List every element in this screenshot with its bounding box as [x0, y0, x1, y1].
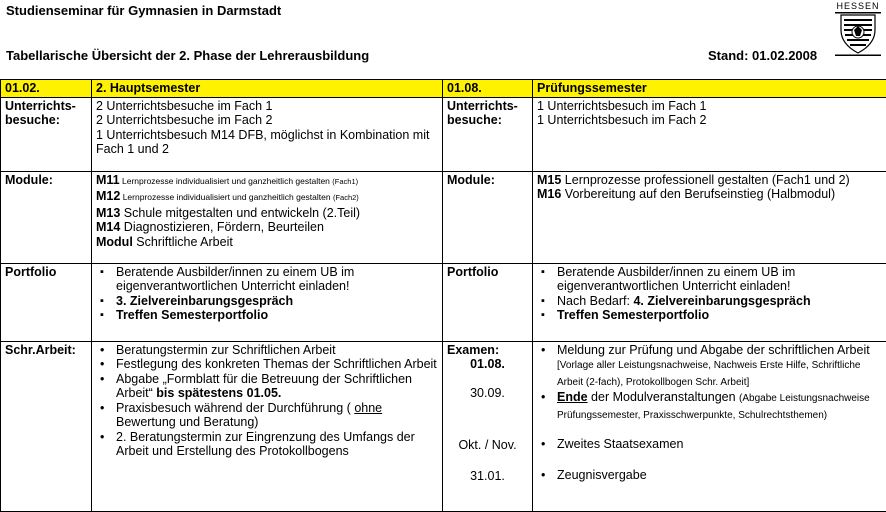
module-item: M14 Diagnostizieren, Fördern, Beurteilen: [96, 220, 438, 235]
exam-label: Examen:: [447, 343, 528, 358]
list-item: ▪ Beratende Ausbilder/innen zu einem UB im eigenverantwortlichen Unterricht einladen!: [557, 265, 882, 294]
header-left-date: 01.02.: [1, 80, 92, 98]
right-cell: [533, 97, 886, 171]
exam-dates-cell: [443, 341, 533, 511]
left-cell: [92, 341, 443, 511]
list-item: 1 Unterrichtsbesuch im Fach 1: [537, 99, 882, 114]
list-item: ▪ Treffen Semesterportfolio: [557, 308, 882, 323]
left-cell: [92, 263, 443, 341]
right-cell: [533, 171, 886, 263]
list-item: ▪ Beratende Ausbilder/innen zu einem UB im eigenverantwortlichen Unterricht einladen!: [116, 265, 438, 294]
row-label-right: Unterrichts-besuche:: [443, 97, 533, 171]
exam-date: Okt. / Nov.: [447, 438, 528, 453]
table-row-portfolio: [1, 263, 886, 341]
coat-of-arms-icon: [835, 12, 881, 56]
module-item: M16 Vorbereitung auf den Berufseinstieg (Halbmodul): [537, 187, 882, 202]
module-item: M12 Lernprozesse individualisiert und ganzheitlich gestalten (Fach2): [96, 189, 438, 206]
header-right-date: 01.08.: [443, 80, 533, 98]
module-item: M13 Schule mitgestalten und entwickeln (2.Teil): [96, 206, 438, 221]
list-item: • Meldung zur Prüfung und Abgabe der schriftlichen Arbeit [Vorlage aller Leistungsnachweise, Nachweis Erste Hilfe, Schriftliche Arbeit (2-fach), Protokollbogen Schr. Arbeit]: [557, 343, 882, 391]
row-label-right: Portfolio: [443, 263, 533, 341]
right-cell: [533, 341, 886, 511]
list-item: ▪ Nach Bedarf: 4. Zielvereinbarungsgespräch: [557, 294, 882, 309]
org-title: Studienseminar für Gymnasien in Darmstadt: [6, 3, 281, 18]
exam-date: 31.01.: [447, 469, 528, 484]
list-item: • Abgabe „Formblatt für die Betreuung der Schriftlichen Arbeit“ bis spätestens 01.05.: [116, 372, 438, 401]
module-item: M15 Lernprozesse professionell gestalten (Fach1 und 2): [537, 173, 882, 188]
list-item: • Festlegung des konkreten Themas der Schriftlichen Arbeit: [116, 357, 438, 372]
list-item: • Ende der Modulveranstaltungen (Abgabe Leistungsnachweise Prüfungssemester, Praxisschwerpunkte, Schulrechtsthemen): [557, 390, 882, 423]
document-date: Stand: 01.02.2008: [708, 48, 817, 63]
hessen-logo: [832, 1, 884, 56]
left-cell: [92, 97, 443, 171]
module-item: Modul Schriftliche Arbeit: [96, 235, 438, 250]
list-item: 1 Unterrichtsbesuch M14 DFB, möglichst in Kombination mit Fach 1 und 2: [96, 128, 438, 157]
list-item: ▪ Treffen Semesterportfolio: [116, 308, 438, 323]
list-item: • Zweites Staatsexamen: [557, 437, 882, 452]
list-item: • Zeugnisvergabe: [557, 468, 882, 483]
header-right-semester: Prüfungssemester: [533, 80, 886, 98]
row-label: Unterrichts-besuche:: [1, 97, 92, 171]
row-label: Portfolio: [1, 263, 92, 341]
table-header-row: [1, 80, 886, 98]
row-label-right: Module:: [443, 171, 533, 263]
list-item: • Beratungstermin zur Schriftlichen Arbeit: [116, 343, 438, 358]
exam-date: 01.08.: [447, 357, 528, 372]
list-item: 2 Unterrichtsbesuche im Fach 1: [96, 99, 438, 114]
module-item: M11 Lernprozesse individualisiert und ganzheitlich gestalten (Fach1): [96, 173, 438, 190]
list-item: ▪ 3. Zielvereinbarungsgespräch: [116, 294, 438, 309]
row-label: Schr.Arbeit:: [1, 341, 92, 511]
list-item: • Praxisbesuch während der Durchführung ( ohne Bewertung und Beratung): [116, 401, 438, 430]
list-item: • 2. Beratungstermin zur Eingrenzung des Umfangs der Arbeit und Erstellung des Protokollbogens: [116, 430, 438, 459]
table-row-schriftliche-arbeit: [1, 341, 886, 511]
logo-word: HESSEN: [832, 1, 884, 11]
table-row-module: [1, 171, 886, 263]
exam-date: 30.09.: [447, 386, 528, 401]
table-row-unterrichtsbesuche: [1, 97, 886, 171]
list-item: 2 Unterrichtsbesuche im Fach 2: [96, 113, 438, 128]
left-cell: [92, 171, 443, 263]
document-title: Tabellarische Übersicht der 2. Phase der Lehrerausbildung: [6, 48, 369, 63]
row-label: Module:: [1, 171, 92, 263]
right-cell: [533, 263, 886, 341]
list-item: 1 Unterrichtsbesuch im Fach 2: [537, 113, 882, 128]
overview-table: [0, 79, 886, 512]
header-left-semester: 2. Hauptsemester: [92, 80, 443, 98]
